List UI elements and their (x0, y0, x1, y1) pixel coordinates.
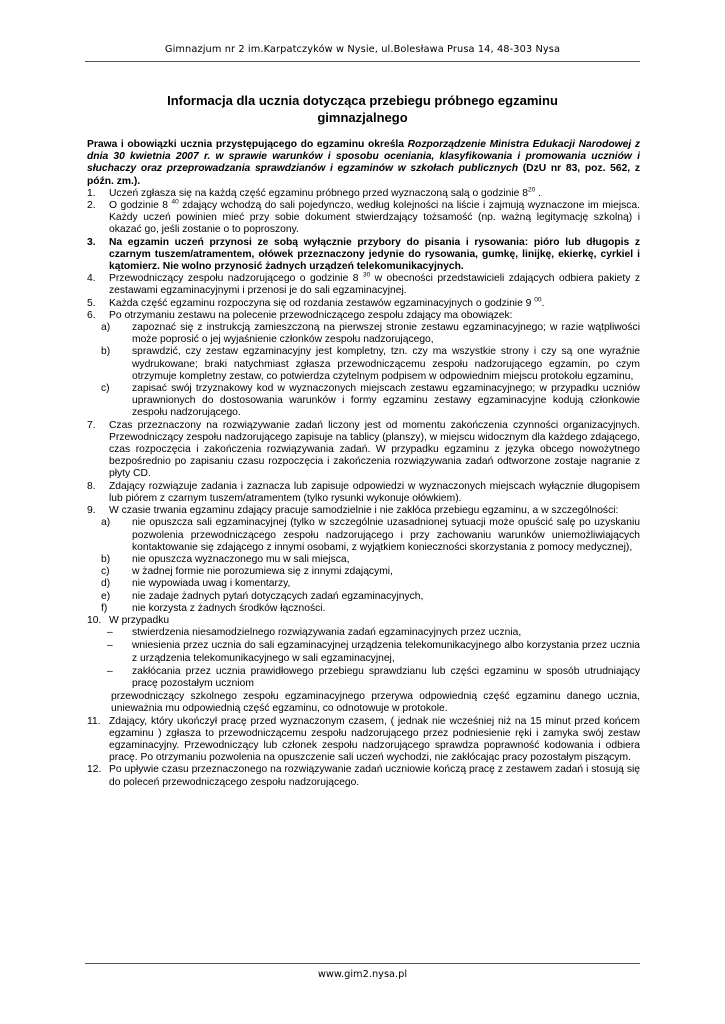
dash-text: stwierdzenia niesamodzielnego rozwiązywania zadań egzaminacyjnych przez ucznia, (132, 627, 522, 639)
sub-text: w żadnej formie nie porozumiewa się z innymi zdającymi, (132, 566, 393, 578)
intro-paragraph (85, 139, 640, 188)
sub-text: nie opuszcza sali egzaminacyjnej (tylko w szczególnie uzasadnionej sytuacji może opuścić salę po uzyskaniu pozwolenia przewodniczącego zespołu nadzorującego i przy zachowaniu warunków uniemożliwiających kontaktowanie się zdającego z innymi osobami, z wyjątkiem konieczności skorzystania z pomocy medycznej), (132, 517, 640, 553)
item-text: Po otrzymaniu zestawu na polecenie przewodniczącego zespołu zdający ma obowiązek: (109, 309, 513, 321)
rule-item-5 (85, 298, 640, 310)
sub-item (85, 566, 640, 578)
dash-bullet: – (107, 640, 113, 652)
page-header: Gimnazjum nr 2 im.Karpatczyków w Nysie, ul.Bolesława Prusa 14, 48-303 Nysa (164, 44, 561, 55)
item-text: Przewodniczący zespołu nadzorującego o godzinie 8 (109, 273, 363, 285)
sub-text: sprawdzić, czy zestaw egzaminacyjny jest kompletny, tzn. czy ma wszystkie strony i czy są one wyraźnie wydrukowane; braki natychmiast zgłasza przewodniczącemu zespołu nadzorującego egzamin, po czym otrzymuje kompletny zestaw, co potwierdza czytelnym podpisem w odpowiednim miejscu protokołu egzaminu, (132, 346, 640, 382)
item-10-conclusion: przewodniczący szkolnego zespołu egzaminacyjnego przerywa odpowiednią część egzaminu danego ucznia, unieważnia mu odpowiednią część egzaminu, co odnotowuje w protokole. (111, 691, 640, 715)
item-number: 5. (87, 297, 96, 309)
rule-item-3 (85, 237, 640, 274)
sub-letter: b) (101, 553, 111, 565)
rule-item-7 (85, 420, 640, 481)
time-superscript: 00 (534, 296, 542, 304)
sub-item (85, 578, 640, 590)
rule-item-6 (85, 310, 640, 322)
item-text: O godzinie 8 (109, 200, 172, 212)
rule-item-2 (85, 200, 640, 237)
sub-letter: d) (101, 578, 111, 590)
item-number: 12. (87, 764, 102, 776)
item-tail: . (541, 297, 545, 309)
item-number: 9. (87, 505, 96, 517)
title-line-1: Informacja dla ucznia dotycząca przebiegu próbnego egzaminu (167, 93, 558, 108)
rule-item-10 (85, 615, 640, 627)
document-title (110, 92, 615, 126)
sub-text: nie zadaje żadnych pytań dotyczących zadań egzaminacyjnych, (132, 590, 424, 602)
dash-bullet: – (107, 665, 113, 677)
item-number: 6. (87, 309, 96, 321)
item-number: 7. (87, 419, 96, 431)
item-number: 8. (87, 480, 96, 492)
dash-item (85, 627, 640, 639)
item-text: Po upływie czasu przeznaczonego na rozwiązywanie zadań uczniowie kończą pracę z zestawem zadań i stosują się do poleceń przewodniczącego zespołu nadzorującego. (109, 764, 640, 788)
sub-letter: c) (101, 383, 110, 395)
item-text: W czasie trwania egzaminu zdający pracuje samodzielnie i nie zakłóca przebiegu egzaminu, a w szczególności: (109, 505, 619, 517)
rule-item-1 (85, 188, 640, 200)
item-text-cont: w obecności przedstawicieli zdających odbiera pakiety z zestawami egzaminacyjnymi i przenosi je do sali egzaminacyjnej. (109, 273, 640, 297)
intro-regulation-title: Rozporządzenie Ministra Edukacji Narodowej z dnia 30 kwietnia 2007 r. w sprawie warunków i sposobu oceniania, klasyfikowania i promowania uczniów i słuchaczy oraz przeprowadzania sprawdzianów i egzaminów w szkołach publicznych (87, 139, 641, 175)
sub-text: zapoznać się z instrukcją zamieszczoną na pierwszej stronie zestawu egzaminacyjnego; w razie wątpliwości może poprosić o jej wyjaśnienie członków zespołu nadzorującego, (132, 322, 640, 346)
item-number: 10. (87, 614, 102, 626)
intro-text-a: Prawa i obowiązki ucznia przystępującego do egzaminu określa (87, 139, 408, 150)
rule-item-11 (85, 716, 640, 765)
dash-item (85, 666, 640, 690)
item-number: 11. (87, 715, 101, 727)
sub-item (85, 346, 640, 383)
sub-letter: b) (101, 346, 111, 358)
time-superscript: 40 (171, 198, 179, 206)
sub-item (85, 322, 640, 346)
title-line-2: gimnazjalnego (317, 110, 408, 125)
sub-item (85, 517, 640, 554)
dash-text: wniesienia przez ucznia do sali egzaminacyjnej urządzenia telekomunikacyjnego albo korzystania przez ucznia z urządzenia telekomunikacyjnego w sali egzaminacyjnej, (132, 640, 640, 664)
item-text: W przypadku (109, 614, 170, 626)
sub-item (85, 554, 640, 566)
rule-item-9 (85, 505, 640, 517)
intro-text-c: (DzU nr 83, poz. 562, z późn. zm.). (87, 163, 640, 187)
sub-item (85, 591, 640, 603)
item-number: 2. (87, 200, 96, 212)
sub-letter: a) (101, 517, 111, 529)
item-text-cont: zdający wchodzą do sali pojedynczo, według kolejności na liście i zajmują wyznaczone im miejsca. Każdy uczeń powinien mieć przy sobie dokument stwierdzający tożsamość (np. ważną legitymację szkolną) i okazać go, jeśli zostanie o to poproszony. (109, 200, 640, 236)
item-number: 1. (87, 187, 96, 199)
sub-letter: c) (101, 566, 110, 578)
sub-text: nie wypowiada uwag i komentarzy, (132, 578, 291, 590)
rule-item-4 (85, 273, 640, 297)
item-text: Każda część egzaminu rozpoczyna się od rozdania zestawów egzaminacyjnych o godzinie 9 (109, 297, 535, 309)
item-tail: . (535, 187, 541, 199)
dash-bullet: – (107, 627, 113, 639)
document-body (85, 139, 640, 789)
sub-letter: a) (101, 322, 111, 334)
rule-item-8 (85, 481, 640, 505)
dash-item (85, 640, 640, 664)
sub-text: zapisać swój trzyznakowy kod w wyznaczonych miejscach zestawu egzaminacyjnego; w przypadku uczniów uprawnionych do dostosowania warunków i formy egzaminu zestawy egzaminacyjne kodują członkowie zespołu nadzorującego. (132, 383, 640, 419)
footer-divider (85, 963, 640, 964)
item-text: Zdający rozwiązuje zadania i zaznacza lub zapisuje odpowiedzi w wyznaczonych miejscach wyłącznie długopisem lub piórem z czarnym tuszem/atramentem (tylko rysunki wykonuje ołówkiem). (109, 480, 640, 504)
sub-letter: e) (101, 590, 111, 602)
item-text: Na egzamin uczeń przynosi ze sobą wyłącznie przybory do pisania i rysowania: pióro lub długopis z czarnym tuszem/atramentem, ołówek przeznaczony jedynie do rysowania, gumkę, linijkę, ekierkę, cyrkiel i kątomierz. Nie wolno przynosić żadnych urządzeń telekomunikacyjnych. (109, 236, 640, 273)
item-text: Uczeń zgłasza się na każdą część egzaminu próbnego przed wyznaczoną salą o godzinie 8 (109, 187, 528, 199)
item-number: 3. (87, 236, 96, 248)
item-text: Zdający, który ukończył pracę przed wyznaczonym czasem, ( jednak nie wcześniej niż na 15 minut przed końcem egzaminu ) zgłasza to przewodniczącemu zespołu nadzorującego przez podniesienie ręki i zamyka swój zestaw egzaminacyjny. Przewodniczący lub członek zespołu nadzorującego sprawdza poprawność kodowania i odbiera pracę. Po otrzymaniu pozwolenia na opuszczenie sali uczeń wychodzi, nie zakłócając pracy pozostałym piszącym. (109, 715, 640, 764)
time-superscript: 20 (528, 186, 536, 194)
sub-text: nie korzysta z żadnych środków łączności. (132, 602, 326, 614)
dash-text: zakłócania przez ucznia prawidłowego przebiegu sprawdzianu lub części egzaminu w sposób utrudniający pracę pozostałym uczniom (132, 665, 640, 689)
time-superscript: 30 (362, 271, 371, 279)
rule-item-12 (85, 764, 640, 788)
item-text: Czas przeznaczony na rozwiązywanie zadań liczony jest od momentu zakończenia czynności organizacyjnych. Przewodniczący zespołu nadzorującego zapisuje na tablicy (planszy), w miejscu widocznym dla każdego zdającego, czas rozpoczęcia i zakończenia rozwiązywania zadań. W przypadku egzaminu z języka obcego nowożytnego bezpośrednio po zapisaniu czasu rozpoczęcia i zakończenia rozwiązywania zadań odtworzone zostaje nagranie z płyty CD. (109, 419, 640, 480)
item-number: 4. (87, 273, 96, 285)
sub-item (85, 603, 640, 615)
page-footer-url: www.gim2.nysa.pl (317, 969, 408, 980)
sub-item (85, 383, 640, 420)
header-divider (85, 61, 640, 62)
sub-letter: f) (101, 602, 108, 614)
sub-text: nie opuszcza wyznaczonego mu w sali miejsca, (132, 553, 350, 565)
